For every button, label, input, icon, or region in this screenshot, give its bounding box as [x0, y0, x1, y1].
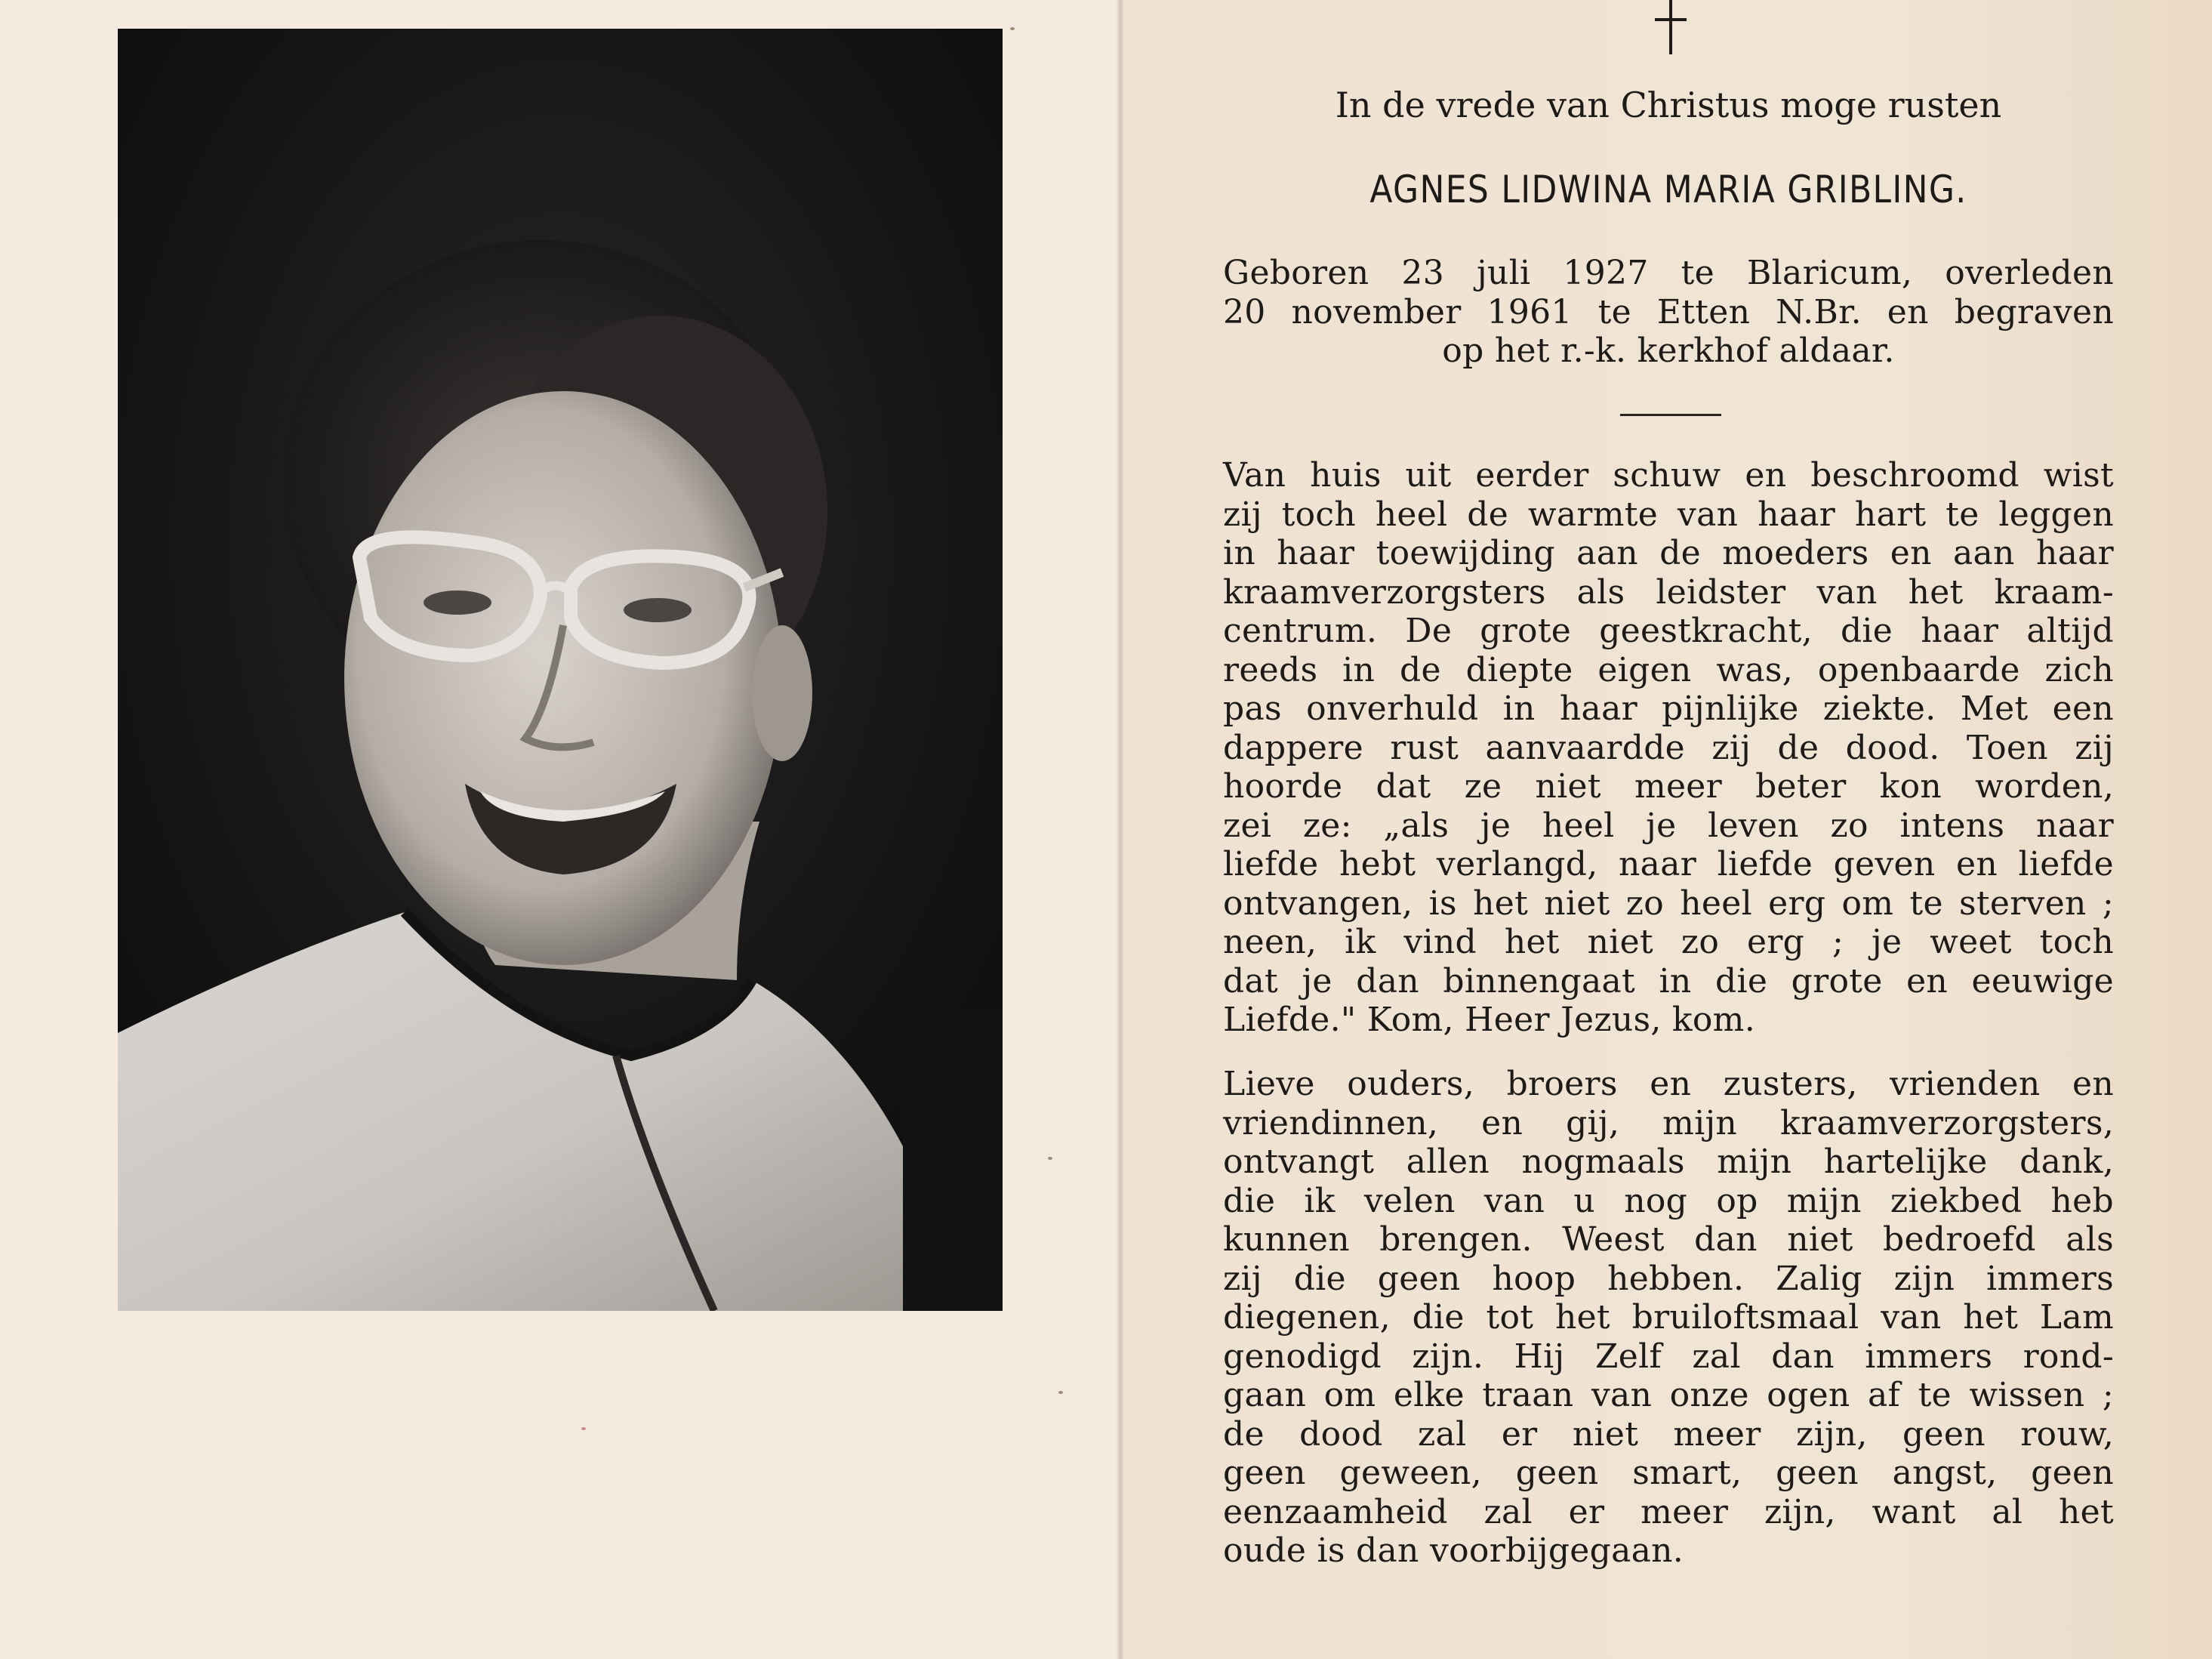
paragraph-line: hoorde dat ze niet meer beter kon worden,	[1223, 767, 2114, 806]
portrait-illustration	[118, 29, 1003, 1311]
paragraph-line: neen, ik vind het niet zo erg ; je weet toch	[1223, 923, 2114, 961]
intro-line: In de vrede van Christus moge rusten	[1335, 85, 2002, 125]
dates-line: op het r.-k. kerkhof aldaar.	[1442, 331, 1895, 370]
paragraph-line: vriendinnen, en gij, mijn kraamverzorgsters,	[1223, 1103, 2114, 1142]
dates-block	[1223, 254, 2114, 371]
divider-line	[1620, 414, 1721, 416]
speck	[1058, 1391, 1063, 1394]
paragraph-line: zij toch heel de warmte van haar hart te leggen	[1223, 495, 2114, 534]
dates-line: Geboren 23 juli 1927 te Blaricum, overleden	[1223, 254, 2114, 292]
paragraph-line: Lieve ouders, broers en zusters, vrienden en	[1223, 1065, 2114, 1103]
paragraph-line: kunnen brengen. Weest dan niet bedroefd als	[1223, 1220, 2114, 1259]
paragraph-line: pas onverhuld in haar pijnlijke ziekte. Met een	[1223, 689, 2114, 728]
speck	[581, 1427, 586, 1430]
paragraph-line: geen geween, geen smart, geen angst, geen	[1223, 1454, 2114, 1492]
paragraph-line: oude is dan voorbijgegaan.	[1223, 1531, 1684, 1570]
paragraph-2	[1223, 1065, 2114, 1571]
paragraph-line: in haar toewijding aan de moeders en aan haar	[1223, 534, 2114, 572]
cross-icon	[1644, 0, 1697, 56]
deceased-name: AGNES LIDWINA MARIA GRIBLING.	[1369, 168, 1967, 211]
paragraph-line: zei ze: „als je heel je leven zo intens naar	[1223, 806, 2114, 845]
paragraph-line: zij die geen hoop hebben. Zalig zijn immers	[1223, 1259, 2114, 1298]
paragraph-line: liefde hebt verlangd, naar liefde geven en liefde	[1223, 845, 2114, 883]
card-fold	[1116, 0, 1125, 1659]
paragraph-line: de dood zal er niet meer zijn, geen rouw,	[1223, 1414, 2114, 1454]
paragraph-line: ontvangen, is het niet zo heel erg om te sterven ;	[1223, 883, 2114, 923]
paragraph-line: kraamverzorgsters als leidster van het kraam-	[1223, 572, 2114, 612]
speck	[1010, 27, 1015, 30]
paragraph-line: dappere rust aanvaardde zij de dood. Toen zij	[1223, 728, 2114, 767]
paragraph-line: genodigd zijn. Hij Zelf zal dan immers rond-	[1223, 1337, 2114, 1376]
speck	[1048, 1157, 1052, 1160]
paragraph-line: diegenen, die tot het bruiloftsmaal van het Lam	[1223, 1298, 2114, 1337]
paragraph-line: ontvangt allen nogmaals mijn hartelijke dank,	[1223, 1142, 2114, 1181]
portrait-photo	[118, 29, 1003, 1311]
paragraph-line: dat je dan binnengaat in die grote en eeuwige	[1223, 961, 2114, 1001]
paragraph-line: reeds in de diepte eigen was, openbaarde zich	[1223, 650, 2114, 689]
paragraph-1	[1223, 456, 2114, 1040]
paragraph-line: die ik velen van u nog op mijn ziekbed heb	[1223, 1181, 2114, 1220]
dates-line: 20 november 1961 te Etten N.Br. en begraven	[1223, 292, 2114, 331]
paragraph-line: Liefde." Kom, Heer Jezus, kom.	[1223, 1001, 1755, 1039]
paragraph-line: Van huis uit eerder schuw en beschroomd wist	[1223, 456, 2114, 495]
paragraph-line: gaan om elke traan van onze ogen af te wissen ;	[1223, 1376, 2114, 1414]
paragraph-line: eenzaamheid zal er meer zijn, want al het	[1223, 1492, 2114, 1531]
paragraph-line: centrum. De grote geestkracht, die haar altijd	[1223, 612, 2114, 650]
